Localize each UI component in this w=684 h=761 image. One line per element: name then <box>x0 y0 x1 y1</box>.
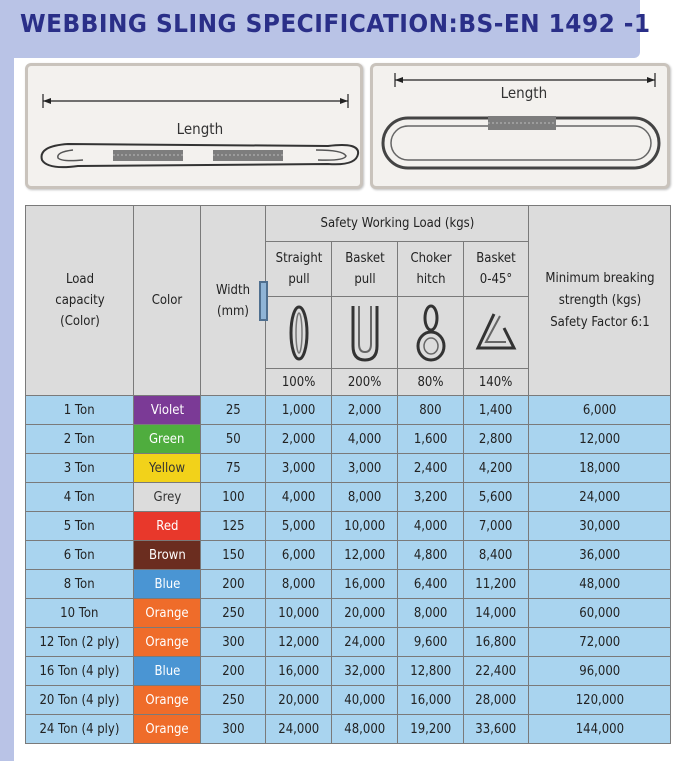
cell-capacity: 6 Ton <box>26 541 134 570</box>
cell-capacity: 4 Ton <box>26 483 134 512</box>
cell-capacity: 2 Ton <box>26 425 134 454</box>
cell-color: Red <box>134 512 201 541</box>
cell-mbs: 36,000 <box>529 541 671 570</box>
cell-choker: 12,800 <box>398 657 464 686</box>
cell-width: 200 <box>201 657 266 686</box>
header-load-capacity: Load capacity (Color) <box>26 206 134 396</box>
cell-basket45: 22,400 <box>464 657 529 686</box>
cell-width: 200 <box>201 570 266 599</box>
cell-mbs: 6,000 <box>529 396 671 425</box>
cell-color: Blue <box>134 657 201 686</box>
cell-width: 100 <box>201 483 266 512</box>
cell-straight: 10,000 <box>266 599 332 628</box>
cell-choker: 2,400 <box>398 454 464 483</box>
header-basket45: Basket 0-45° <box>464 242 529 297</box>
cell-basket45: 16,800 <box>464 628 529 657</box>
cell-straight: 16,000 <box>266 657 332 686</box>
cell-choker: 16,000 <box>398 686 464 715</box>
cell-basket45: 11,200 <box>464 570 529 599</box>
cell-mbs: 30,000 <box>529 512 671 541</box>
cell-choker: 19,200 <box>398 715 464 744</box>
factor-basket45: 140% <box>464 369 529 396</box>
cell-straight: 24,000 <box>266 715 332 744</box>
cell-basket: 2,000 <box>332 396 398 425</box>
table-row <box>26 425 671 454</box>
cell-color: Yellow <box>134 454 201 483</box>
cell-basket: 12,000 <box>332 541 398 570</box>
cell-mbs: 72,000 <box>529 628 671 657</box>
cell-basket: 24,000 <box>332 628 398 657</box>
cell-basket45: 28,000 <box>464 686 529 715</box>
cell-color: Orange <box>134 628 201 657</box>
cell-straight: 20,000 <box>266 686 332 715</box>
cell-mbs: 60,000 <box>529 599 671 628</box>
length-label-left: Length <box>176 120 224 138</box>
cell-width: 150 <box>201 541 266 570</box>
cell-width: 75 <box>201 454 266 483</box>
factor-choker: 80% <box>398 369 464 396</box>
factor-straight: 100% <box>266 369 332 396</box>
cell-basket: 4,000 <box>332 425 398 454</box>
cell-basket45: 8,400 <box>464 541 529 570</box>
table-row <box>26 483 671 512</box>
cell-straight: 2,000 <box>266 425 332 454</box>
factor-basket: 200% <box>332 369 398 396</box>
cell-capacity: 8 Ton <box>26 570 134 599</box>
choker-hitch-icon <box>398 297 464 369</box>
spec-table-body <box>26 396 671 744</box>
table-row <box>26 628 671 657</box>
cell-width: 300 <box>201 715 266 744</box>
table-row <box>26 541 671 570</box>
header-basket: Basket pull <box>332 242 398 297</box>
cell-capacity: 20 Ton (4 ply) <box>26 686 134 715</box>
cell-straight: 8,000 <box>266 570 332 599</box>
cell-width: 50 <box>201 425 266 454</box>
table-row <box>26 657 671 686</box>
cell-choker: 1,600 <box>398 425 464 454</box>
cell-straight: 6,000 <box>266 541 332 570</box>
cell-basket: 48,000 <box>332 715 398 744</box>
cell-basket45: 7,000 <box>464 512 529 541</box>
cell-basket: 16,000 <box>332 570 398 599</box>
cell-color: Orange <box>134 599 201 628</box>
cell-capacity: 1 Ton <box>26 396 134 425</box>
cell-color: Orange <box>134 715 201 744</box>
cell-capacity: 3 Ton <box>26 454 134 483</box>
table-row <box>26 396 671 425</box>
header-mbs: Minimum breaking strength (kgs) Safety Factor 6:1 <box>529 206 671 396</box>
header-swl: Safety Working Load (kgs) <box>266 206 529 242</box>
cell-capacity: 24 Ton (4 ply) <box>26 715 134 744</box>
cell-color: Green <box>134 425 201 454</box>
table-row <box>26 715 671 744</box>
cell-width: 125 <box>201 512 266 541</box>
cell-width: 250 <box>201 686 266 715</box>
cell-basket: 20,000 <box>332 599 398 628</box>
cell-mbs: 12,000 <box>529 425 671 454</box>
cell-basket: 8,000 <box>332 483 398 512</box>
cell-width: 25 <box>201 396 266 425</box>
cell-straight: 3,000 <box>266 454 332 483</box>
cell-choker: 6,400 <box>398 570 464 599</box>
page-title: WEBBING SLING SPECIFICATION:BS-EN 1492 -1 <box>20 9 651 38</box>
cell-choker: 4,800 <box>398 541 464 570</box>
basket-pull-icon <box>332 297 398 369</box>
cell-color: Brown <box>134 541 201 570</box>
cell-basket: 40,000 <box>332 686 398 715</box>
cell-choker: 4,000 <box>398 512 464 541</box>
side-strip <box>0 58 14 761</box>
table-row <box>26 512 671 541</box>
cell-basket: 32,000 <box>332 657 398 686</box>
cell-basket: 10,000 <box>332 512 398 541</box>
cell-mbs: 144,000 <box>529 715 671 744</box>
cell-color: Blue <box>134 570 201 599</box>
cell-color: Grey <box>134 483 201 512</box>
length-label-right: Length <box>500 84 548 102</box>
cell-basket45: 2,800 <box>464 425 529 454</box>
cell-straight: 12,000 <box>266 628 332 657</box>
cell-capacity: 5 Ton <box>26 512 134 541</box>
cell-color: Violet <box>134 396 201 425</box>
cell-basket: 3,000 <box>332 454 398 483</box>
table-row <box>26 599 671 628</box>
cell-choker: 3,200 <box>398 483 464 512</box>
cell-basket45: 5,600 <box>464 483 529 512</box>
cell-capacity: 12 Ton (2 ply) <box>26 628 134 657</box>
header-width: Width (mm) <box>201 206 266 396</box>
cell-capacity: 16 Ton (4 ply) <box>26 657 134 686</box>
cell-capacity: 10 Ton <box>26 599 134 628</box>
cell-mbs: 18,000 <box>529 454 671 483</box>
cell-choker: 8,000 <box>398 599 464 628</box>
cell-color: Orange <box>134 686 201 715</box>
cell-basket45: 33,600 <box>464 715 529 744</box>
cell-straight: 4,000 <box>266 483 332 512</box>
straight-pull-icon <box>266 297 332 369</box>
cell-basket45: 1,400 <box>464 396 529 425</box>
cell-mbs: 96,000 <box>529 657 671 686</box>
cell-width: 250 <box>201 599 266 628</box>
spec-table <box>25 205 671 744</box>
cell-width: 300 <box>201 628 266 657</box>
table-row <box>26 686 671 715</box>
column-marker <box>259 281 268 321</box>
table-row <box>26 570 671 599</box>
eye-sling-diagram <box>25 63 363 189</box>
cell-basket45: 14,000 <box>464 599 529 628</box>
cell-mbs: 24,000 <box>529 483 671 512</box>
cell-choker: 800 <box>398 396 464 425</box>
endless-sling-diagram <box>370 63 670 189</box>
cell-mbs: 120,000 <box>529 686 671 715</box>
header-color: Color <box>134 206 201 396</box>
header-straight: Straight pull <box>266 242 332 297</box>
cell-choker: 9,600 <box>398 628 464 657</box>
cell-straight: 1,000 <box>266 396 332 425</box>
cell-straight: 5,000 <box>266 512 332 541</box>
header-choker: Choker hitch <box>398 242 464 297</box>
basket-45-icon <box>464 297 529 369</box>
table-row <box>26 454 671 483</box>
cell-basket45: 4,200 <box>464 454 529 483</box>
cell-mbs: 48,000 <box>529 570 671 599</box>
